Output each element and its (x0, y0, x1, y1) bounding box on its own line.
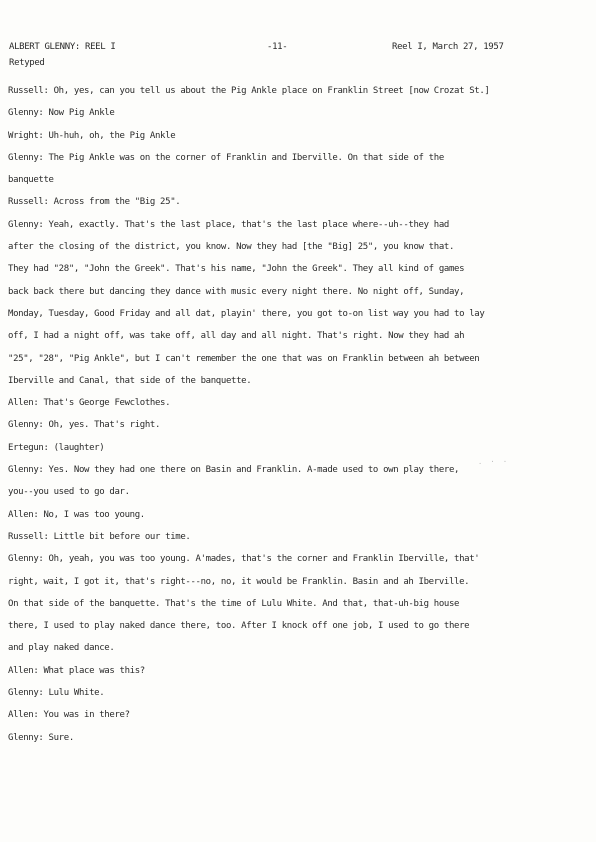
transcript-line: "25", "28", "Pig Ankle", but I can't remember the one that was on Franklin between ah between (8, 353, 480, 364)
transcript-line: Glenny: Oh, yes. That's right. (8, 420, 161, 431)
page-header (9, 42, 566, 56)
transcript-line: there, I used to play naked dance there, too. After I knock off one job, I used to go there (8, 621, 470, 632)
transcript-body (8, 80, 573, 749)
transcript-line: Russell: Across from the "Big 25". (8, 197, 181, 208)
transcript-line: you--you used to go dar. (8, 487, 130, 498)
transcript-line: banquette (8, 175, 54, 186)
transcript-line: Allen: You was in there? (8, 710, 130, 721)
transcript-line: Russell: Oh, yes, can you tell us about the Pig Ankle place on Franklin Street [now Crozat St.] (8, 86, 490, 96)
transcript-line: back back there but dancing they dance with music every night there. No night off, Sunday, (8, 286, 465, 297)
transcript-line: Allen: No, I was too young. (8, 509, 145, 520)
transcript-line: after the closing of the district, you know. Now they had [the "Big] 25", you know that. (8, 242, 455, 253)
transcript-line: Ertegun: (laughter) (8, 442, 105, 453)
transcript-line: and play naked dance. (8, 643, 115, 654)
transcript-line: Iberville and Canal, that side of the banquette. (8, 375, 252, 386)
transcript-line: Russell: Little bit before our time. (8, 531, 191, 542)
transcript-line: Glenny: Now Pig Ankle (8, 108, 115, 119)
transcript-line: Allen: What place was this? (8, 665, 145, 676)
transcript-line: Allen: That's George Fewclothes. (8, 398, 171, 409)
retyped-note: Retyped (9, 58, 45, 68)
transcript-line: Glenny: The Pig Ankle was on the corner of Franklin and Iberville. On that side of the (8, 152, 444, 163)
transcript-line: Glenny: Lulu White. (8, 688, 105, 699)
transcript-line: right, wait, I got it, that's right---no, no, it would be Franklin. Basin and ah Iberville. (8, 576, 470, 587)
transcript-line: They had "28", "John the Greek". That's his name, "John the Greek". They all kind of games (8, 264, 465, 275)
page-number: -11- (267, 42, 288, 52)
transcript-line: Glenny: Yes. Now they had one there on Basin and Franklin. A-made used to own play there, (8, 465, 460, 476)
transcript-line: Monday, Tuesday, Good Friday and all dat, playin' there, you got to-on list way you had to lay (8, 308, 485, 319)
transcript-line: Glenny: Sure. (8, 732, 74, 743)
transcript-line: Glenny: Yeah, exactly. That's the last place, that's the last place where--uh--they had (8, 219, 449, 230)
transcript-line: Wright: Uh-huh, oh, the Pig Ankle (8, 130, 176, 141)
scan-specks: . · · (478, 458, 510, 466)
transcript-line: off, I had a night off, was take off, all day and all night. That's right. Now they had ah (8, 331, 465, 342)
transcript-line: Glenny: Oh, yeah, you was too young. A'mades, that's the corner and Franklin Iberville, that' (8, 554, 480, 565)
transcript-line: On that side of the banquette. That's the time of Lulu White. And that, that-uh-big house (8, 598, 460, 609)
header-right: Reel I, March 27, 1957 (392, 42, 504, 52)
header-left: ALBERT GLENNY: REEL I (9, 42, 116, 52)
